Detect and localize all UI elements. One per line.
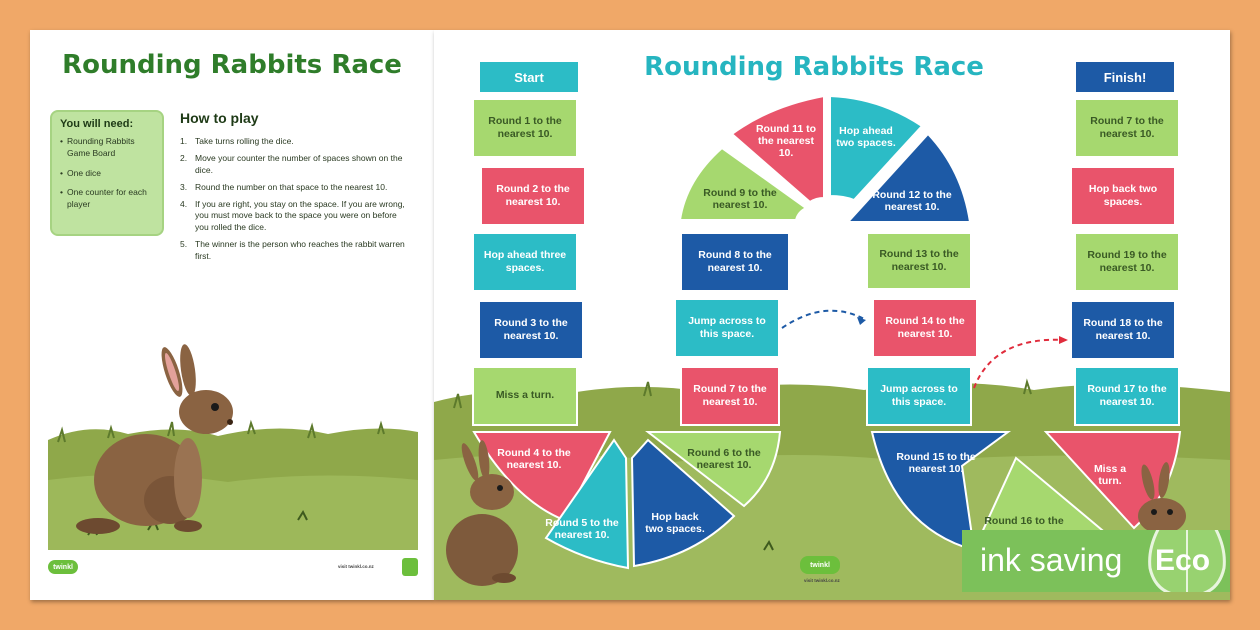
- space-round-18: Round 18 to the nearest 10.: [1070, 300, 1176, 360]
- space-round-13: Round 13 to the nearest 10.: [866, 232, 972, 290]
- svg-text:Miss a: Miss a: [1093, 463, 1127, 475]
- svg-text:Round 4 to the: Round 4 to the: [497, 447, 571, 459]
- svg-text:Round 9 to the: Round 9 to the: [703, 187, 777, 199]
- space-round-17: Round 17 to the nearest 10.: [1074, 366, 1180, 426]
- space-jump-across-right: Jump across to this space.: [866, 366, 972, 426]
- svg-text:two spaces.: two spaces.: [645, 523, 705, 535]
- svg-text:Round 5 to the: Round 5 to the: [545, 517, 619, 529]
- svg-text:Hop ahead: Hop ahead: [839, 125, 893, 137]
- svg-text:turn.: turn.: [1098, 475, 1122, 487]
- quality-badge-icon: [402, 558, 418, 576]
- step-4: 4. If you are right, you stay on the space. If you are wrong, you must move back to the space you were on before you rolled the dice.: [180, 198, 405, 233]
- space-round-7-right: Round 7 to the nearest 10.: [1074, 98, 1180, 158]
- step-2: 2. Move your counter the number of spaces shown on the dice.: [180, 152, 403, 175]
- space-round-19: Round 19 to the nearest 10.: [1074, 232, 1180, 292]
- space-round-1: Round 1 to the nearest 10.: [472, 98, 578, 158]
- svg-text:Round 16 to the: Round 16 to the: [984, 515, 1064, 527]
- space-round-2: Round 2 to the nearest 10.: [480, 166, 586, 226]
- ink-saving-label: ink saving: [980, 542, 1123, 578]
- finish-label: Finish!: [1074, 60, 1176, 94]
- space-hop-ahead-three: Hop ahead three spaces.: [472, 232, 578, 292]
- svg-text:nearest 10.: nearest 10.: [712, 199, 768, 211]
- board-title: Rounding Rabbits Race: [644, 52, 984, 82]
- instructions-sheet: [30, 30, 434, 600]
- svg-text:nearest 10.: nearest 10.: [884, 201, 940, 213]
- space-hop-back-two-right: Hop back two spaces.: [1070, 166, 1176, 226]
- svg-text:nearest 10.: nearest 10.: [908, 463, 964, 475]
- you-will-need-box: [50, 110, 164, 236]
- space-round-3: Round 3 to the nearest 10.: [478, 300, 584, 360]
- step-1: 1. Take turns rolling the dice.: [180, 136, 294, 146]
- board-arc-spaces: [434, 30, 1230, 600]
- twinkl-url-board: visit twinkl.co.nz: [804, 578, 840, 583]
- how-to-play-title: How to play: [180, 110, 259, 126]
- instructions-title: Rounding Rabbits Race: [62, 50, 402, 80]
- jump-arrow-left-icon: [782, 311, 866, 328]
- need-item-board: • Rounding Rabbits Game Board: [60, 135, 154, 160]
- svg-text:two spaces.: two spaces.: [836, 137, 896, 149]
- jump-arrow-right-icon: [974, 336, 1068, 388]
- step-5: 5. The winner is the person who reaches the rabbit warren first.: [180, 239, 405, 262]
- step-3: 3. Round the number on that space to the nearest 10.: [180, 181, 388, 192]
- how-to-play-steps: [180, 136, 408, 268]
- game-board: [434, 30, 1230, 600]
- space-jump-across-left: Jump across to this space.: [674, 298, 780, 358]
- need-item-dice: • One dice: [60, 167, 154, 179]
- twinkl-logo-board: twinkl: [800, 556, 840, 574]
- svg-text:Hop back: Hop back: [651, 511, 699, 523]
- start-label: Start: [478, 60, 580, 94]
- svg-text:nearest 10.: nearest 10.: [506, 459, 562, 471]
- twinkl-url: visit twinkl.co.nz: [338, 564, 374, 569]
- svg-text:Round 11 to: Round 11 to: [755, 123, 817, 135]
- svg-text:the nearest: the nearest: [757, 135, 815, 147]
- svg-text:nearest 10.: nearest 10.: [696, 459, 752, 471]
- space-miss-a-turn: Miss a turn.: [472, 366, 578, 426]
- svg-text:Round 6 to the: Round 6 to the: [687, 447, 761, 459]
- rabbit-meadow-illustration: [48, 330, 418, 550]
- space-round-7-left: Round 7 to the nearest 10.: [680, 366, 780, 426]
- need-item-counter: • One counter for each player: [60, 186, 154, 211]
- svg-text:Round 12 to the: Round 12 to the: [872, 189, 952, 201]
- you-will-need-title: You will need:: [60, 118, 134, 130]
- eco-leaf-icon: Eco: [1155, 544, 1211, 577]
- space-round-14: Round 14 to the nearest 10.: [872, 298, 978, 358]
- space-round-8: Round 8 to the nearest 10.: [680, 232, 790, 292]
- ink-saving-eco-banner: [962, 530, 1230, 592]
- svg-text:10.: 10.: [778, 147, 794, 159]
- svg-text:nearest 10.: nearest 10.: [554, 529, 610, 541]
- svg-text:Round 15 to the: Round 15 to the: [896, 451, 976, 463]
- twinkl-logo: twinkl: [48, 560, 78, 574]
